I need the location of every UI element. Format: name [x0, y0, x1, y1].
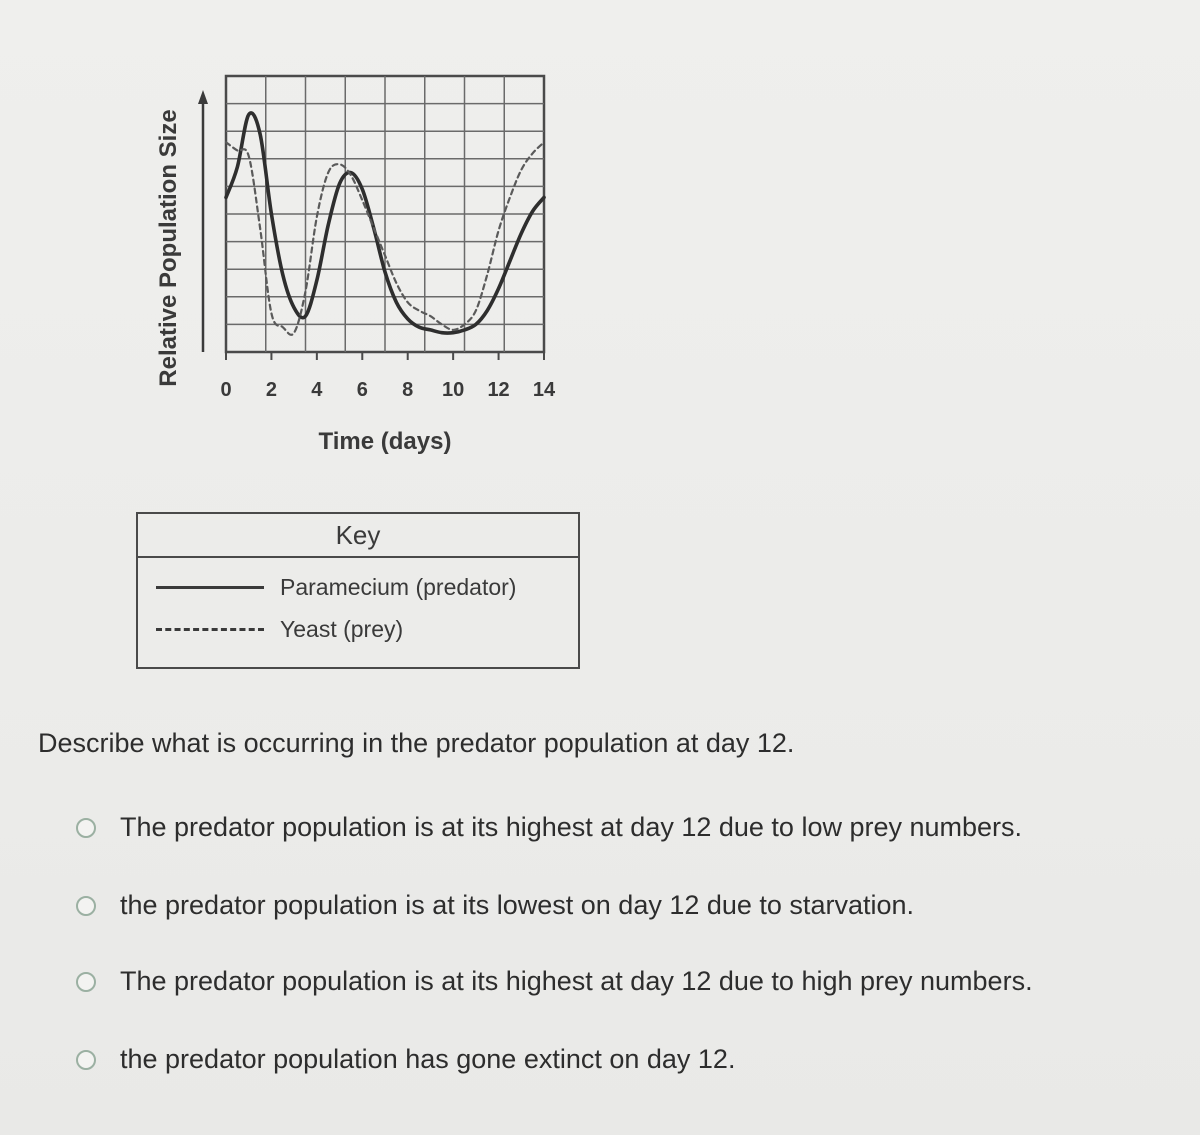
radio-button-icon[interactable]: [76, 896, 96, 916]
x-tick-label: 4: [311, 379, 323, 401]
y-axis-arrow-head: [198, 90, 208, 104]
legend-label-prey: Yeast (prey): [280, 616, 404, 642]
radio-button-icon[interactable]: [76, 972, 96, 992]
legend-dashed-line: [156, 628, 264, 631]
x-tick-label: 0: [220, 379, 232, 401]
x-axis-title: Time (days): [318, 428, 452, 455]
legend-title: Key: [138, 514, 578, 558]
legend-solid-line: [156, 586, 264, 589]
answer-option-3[interactable]: [76, 966, 1033, 997]
legend-label-predator: Paramecium (predator): [280, 574, 517, 600]
x-tick-label: 8: [402, 379, 414, 401]
x-tick-label: 14: [532, 379, 556, 401]
y-axis-title: Relative Population Size: [155, 109, 182, 387]
x-tick-label: 10: [442, 379, 465, 401]
answer-option-4[interactable]: [76, 1044, 735, 1075]
answer-option-label: the predator population is at its lowest on day 12 due to starvation.: [120, 890, 914, 920]
x-tick-label: 12: [487, 379, 510, 401]
radio-button-icon[interactable]: [76, 818, 96, 838]
x-tick-label: 6: [356, 379, 368, 401]
x-tick-labels: [220, 379, 556, 401]
answer-option-label: the predator population has gone extinct on day 12.: [120, 1044, 736, 1074]
answer-option-label: The predator population is at its highest at day 12 due to low prey numbers.: [120, 812, 1023, 842]
question-text: Describe what is occurring in the predator population at day 12.: [38, 728, 795, 758]
legend-box: [136, 512, 580, 669]
x-tick-label: 2: [265, 379, 277, 401]
answer-option-1[interactable]: [76, 812, 1022, 843]
legend-item-prey: [138, 616, 403, 643]
radio-button-icon[interactable]: [76, 1050, 96, 1070]
answer-option-2[interactable]: [76, 890, 914, 921]
answer-option-label: The predator population is at its highest at day 12 due to high prey numbers.: [120, 966, 1033, 996]
population-chart: [130, 60, 570, 460]
legend-item-predator: [138, 574, 516, 601]
